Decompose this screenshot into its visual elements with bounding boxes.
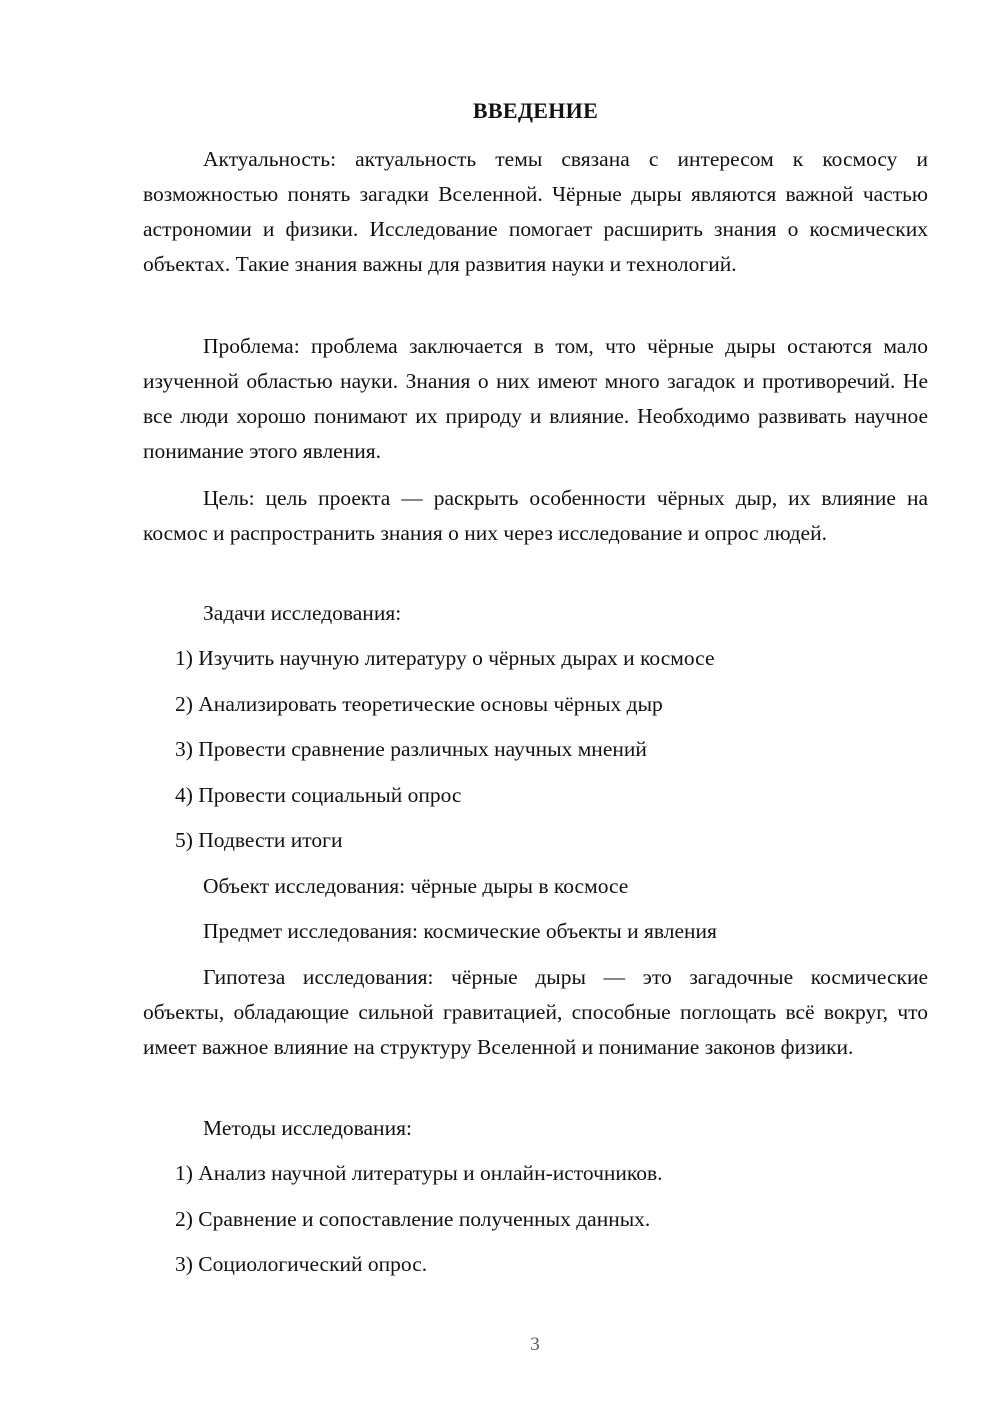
task-item: 4) Провести социальный опрос — [175, 783, 462, 807]
method-item: 2) Сравнение и сопоставление полученных данных. — [175, 1207, 651, 1231]
tasks-heading: Задачи исследования: — [203, 601, 402, 625]
page-title: ВВЕДЕНИЕ — [472, 98, 599, 123]
research-subject: Предмет исследования: космические объекты и явления — [203, 919, 717, 943]
methods-heading: Методы исследования: — [203, 1116, 412, 1140]
relevance-paragraph: Актуальность: актуальность темы связана с интересом к космосу и возможностью понять загадки Вселенной. Чёрные дыры являются важной частью астрономии и физики. Исследование помогает расширить знания о космических объектах. Такие знания важны для развития науки и технологий. — [143, 147, 928, 276]
task-item: 5) Подвести итоги — [175, 828, 343, 852]
task-item: 1) Изучить научную литературу о чёрных дырах и космосе — [175, 646, 715, 670]
problem-paragraph: Проблема: проблема заключается в том, что чёрные дыры остаются мало изученной областью науки. Знания о них имеют много загадок и противоречий. Не все люди хорошо понимают их природу и влияние. Необходимо развивать научное понимание этого явления. — [143, 334, 928, 463]
page-number: 3 — [530, 1334, 540, 1355]
goal-paragraph: Цель: цель проекта — раскрыть особенности чёрных дыр, их влияние на космос и распространить знания о них через исследование и опрос людей. — [143, 486, 928, 545]
task-item: 3) Провести сравнение различных научных мнений — [175, 737, 647, 761]
research-object: Объект исследования: чёрные дыры в космосе — [203, 874, 629, 898]
task-item: 2) Анализировать теоретические основы чёрных дыр — [175, 692, 663, 716]
method-item: 1) Анализ научной литературы и онлайн-источников. — [175, 1161, 663, 1185]
hypothesis-paragraph: Гипотеза исследования: чёрные дыры — это загадочные космические объекты, обладающие сильной гравитацией, способные поглощать всё вокруг, что имеет важное влияние на структуру Вселенной и понимание законов физики. — [143, 965, 928, 1059]
method-item: 3) Социологический опрос. — [175, 1252, 428, 1276]
